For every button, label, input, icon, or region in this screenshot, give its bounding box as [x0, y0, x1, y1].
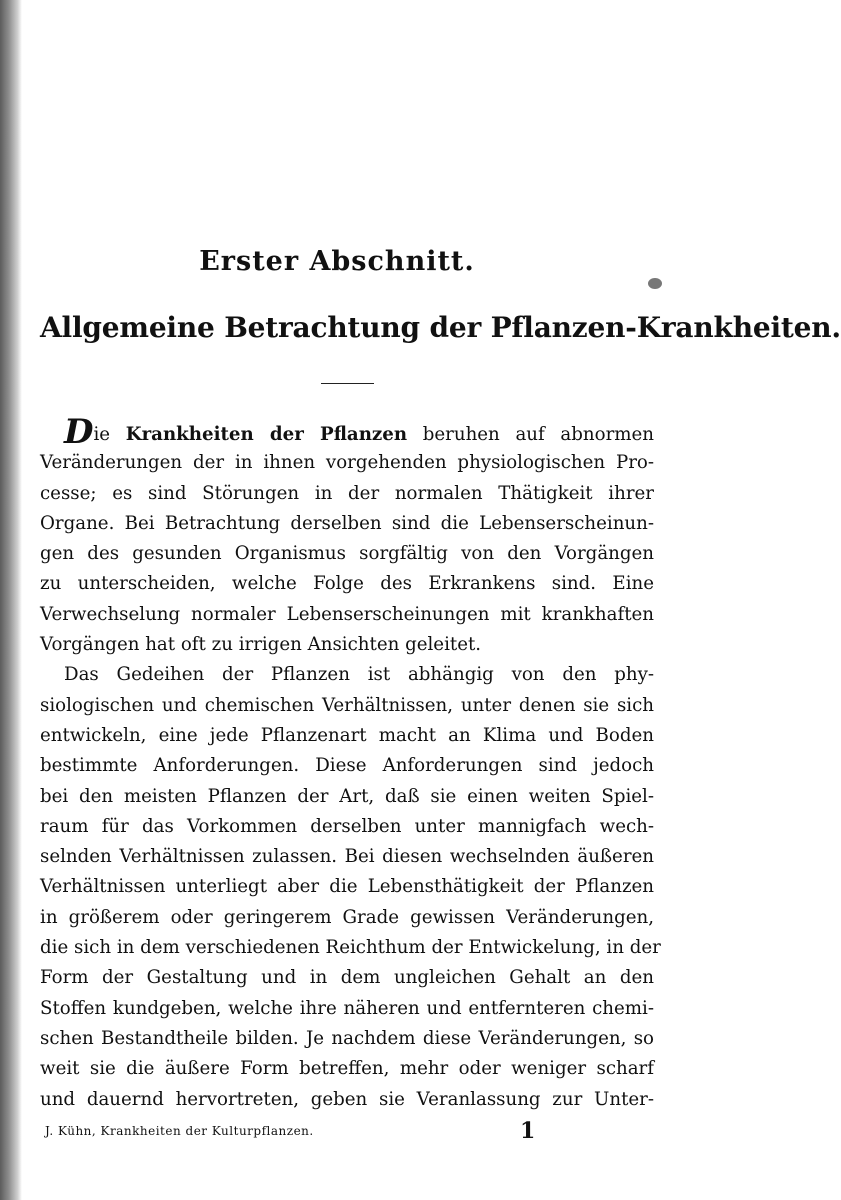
text-line: und dauernd hervortreten, geben sie Veranlassung zur Unter- [40, 1088, 654, 1110]
text-line: cesse; es sind Störungen in der normalen Thätigkeit ihrer [40, 482, 654, 504]
drop-cap: D [64, 412, 94, 452]
chapter-title: Allgemeine Betrachtung der Pflanzen-Krankheiten. [40, 311, 841, 344]
text-line: raum für das Vorkommen derselben unter mannigfach wech- [40, 815, 654, 837]
body-text [40, 412, 661, 1115]
paragraph-2-line-1: Das Gedeihen der Pflanzen ist abhängig von den phy- [64, 664, 654, 686]
text-line: Verhältnissen unterliegt aber die Lebensthätigkeit der Pflanzen [40, 876, 654, 898]
text-line: bei den meisten Pflanzen der Art, daß sie einen weiten Spiel- [40, 785, 654, 807]
text-line: selnden Verhältnissen zulassen. Bei diesen wechselnden äußeren [40, 846, 654, 868]
text-line: die sich in dem verschiedenen Reichthum der Entwickelung, in der [40, 937, 661, 959]
text-line: siologischen und chemischen Verhältnissen, unter denen sie sich [40, 694, 654, 716]
text-line: entwickeln, eine jede Pflanzenart macht an Klima und Boden [40, 724, 654, 746]
text-line: zu unterscheiden, welche Folge des Erkrankens sind. Eine [40, 573, 654, 595]
paragraph-1-line-1: Die Krankheiten der Pflanzen beruhen auf abnormen [64, 412, 654, 452]
text-line: Verwechselung normaler Lebenserscheinungen mit krankhaften [40, 603, 654, 625]
text-line: Form der Gestaltung und in dem ungleichen Gehalt an den [40, 967, 654, 989]
text-line: weit sie die äußere Form betreffen, mehr oder weniger scharf [40, 1058, 654, 1080]
text-line-last: Vorgängen hat oft zu irrigen Ansichten geleitet. [40, 634, 482, 656]
title-divider [321, 383, 374, 384]
text-line: Stoffen kundgeben, welche ihre näheren und entfernteren chemi- [40, 997, 654, 1019]
text-line: schen Bestandtheile bilden. Je nachdem diese Veränderungen, so [40, 1027, 654, 1049]
text-line: in größerem oder geringerem Grade gewissen Veränderungen, [40, 906, 654, 928]
ink-blot [648, 278, 662, 289]
text-line: bestimmte Anforderungen. Diese Anforderungen sind jedoch [40, 755, 654, 777]
section-heading: Erster Abschnitt. [199, 246, 475, 277]
page-number: 1 [520, 1118, 536, 1144]
text-line: Veränderungen der in ihnen vorgehenden physiologischen Pro- [40, 452, 654, 474]
footer-signature: J. Kühn, Krankheiten der Kulturpflanzen. [45, 1124, 314, 1138]
page-footer [45, 1118, 655, 1144]
text-line: Organe. Bei Betrachtung derselben sind die Lebenserscheinun- [40, 512, 654, 534]
text-line: gen des gesunden Organismus sorgfältig von den Vorgängen [40, 543, 654, 565]
emphasis-text: Krankheiten der Pflanzen [125, 424, 408, 445]
book-spine-shadow [0, 0, 22, 1200]
